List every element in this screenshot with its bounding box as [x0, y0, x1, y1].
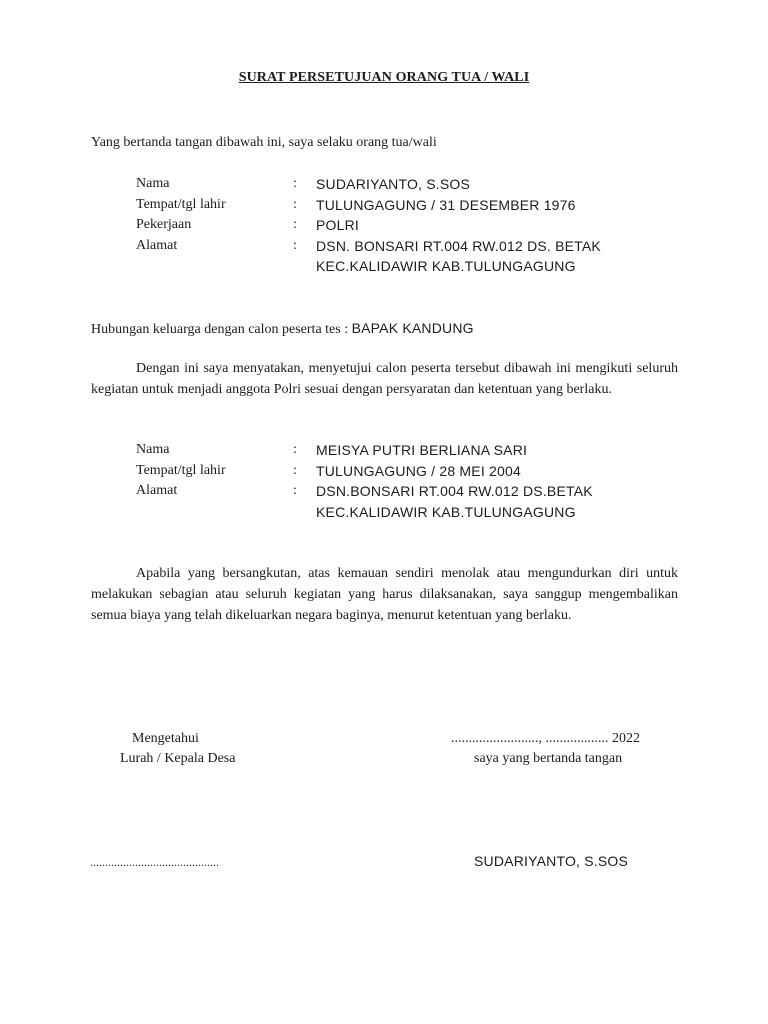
detail-label: Nama — [136, 176, 170, 191]
detail-row — [136, 461, 616, 482]
signing-date: ........................., .................. 2022 — [451, 731, 640, 746]
detail-colon: : — [293, 462, 297, 478]
detail-value: POLRI — [316, 217, 360, 233]
closing-paragraph: Apabila yang bersangkutan, atas kemauan sendiri menolak atau mengundurkan diri untuk melakukan sebagian atau seluruh kegiatan yang harus dilaksanakan, saya sanggup mengembalikan semua biaya yang telah dikeluarkan negara baginya, menurut ketentuan yang berlaku. — [91, 566, 678, 623]
relation-label: Hubungan keluarga dengan calon peserta tes : — [91, 322, 352, 337]
candidate-details — [136, 440, 616, 522]
detail-row — [136, 174, 616, 195]
detail-value: MEISYA PUTRI BERLIANA SARI — [316, 442, 528, 458]
village-head-name-placeholder: ........................................... — [90, 855, 219, 869]
detail-value: TULUNGAGUNG / 31 DESEMBER 1976 — [316, 196, 576, 213]
detail-colon: : — [293, 237, 297, 253]
detail-value: TULUNGAGUNG / 28 MEI 2004 — [316, 462, 521, 479]
detail-colon: : — [293, 176, 297, 191]
detail-row — [136, 481, 616, 502]
detail-label: Alamat — [136, 483, 178, 498]
village-head-role: Lurah / Kepala Desa — [120, 751, 236, 766]
parent-details — [136, 174, 616, 277]
detail-value: DSN. BONSARI RT.004 RW.012 DS. BETAK — [316, 237, 601, 254]
detail-row — [136, 215, 616, 236]
detail-row — [136, 256, 616, 277]
relation-value: BAPAK KANDUNG — [351, 320, 474, 336]
detail-value: KEC.KALIDAWIR KAB.TULUNGAGUNG — [316, 258, 576, 274]
detail-row — [136, 236, 616, 257]
signer-name: SUDARIYANTO, S.SOS — [474, 853, 629, 869]
detail-value: KEC.KALIDAWIR KAB.TULUNGAGUNG — [316, 503, 576, 520]
detail-colon: : — [293, 217, 297, 232]
detail-colon: : — [293, 196, 297, 212]
detail-row — [136, 195, 616, 216]
detail-value: SUDARIYANTO, S.SOS — [316, 176, 471, 192]
intro-text: Yang bertanda tangan dibawah ini, saya selaku orang tua/wali — [91, 135, 437, 150]
statement-paragraph: Dengan ini saya menyatakan, menyetujui calon peserta tersebut dibawah ini mengikuti seluruh kegiatan untuk menjadi anggota Polri sesuai dengan persyaratan dan ketentuan yang berlaku. — [91, 361, 678, 397]
detail-colon: : — [293, 442, 297, 457]
detail-colon: : — [293, 483, 297, 498]
detail-row — [136, 440, 616, 461]
detail-row — [136, 502, 616, 523]
detail-value: DSN.BONSARI RT.004 RW.012 DS.BETAK — [316, 483, 593, 499]
relation-line — [91, 318, 678, 340]
acknowledged-heading: Mengetahui — [132, 731, 199, 746]
document-title: SURAT PERSETUJUAN ORANG TUA / WALI — [238, 70, 530, 85]
detail-label: Alamat — [136, 237, 178, 253]
signer-role: saya yang bertanda tangan — [474, 751, 623, 766]
detail-label: Pekerjaan — [136, 217, 192, 232]
detail-label: Nama — [136, 442, 170, 457]
detail-label: Tempat/tgl lahir — [136, 462, 226, 478]
detail-label: Tempat/tgl lahir — [136, 196, 226, 212]
